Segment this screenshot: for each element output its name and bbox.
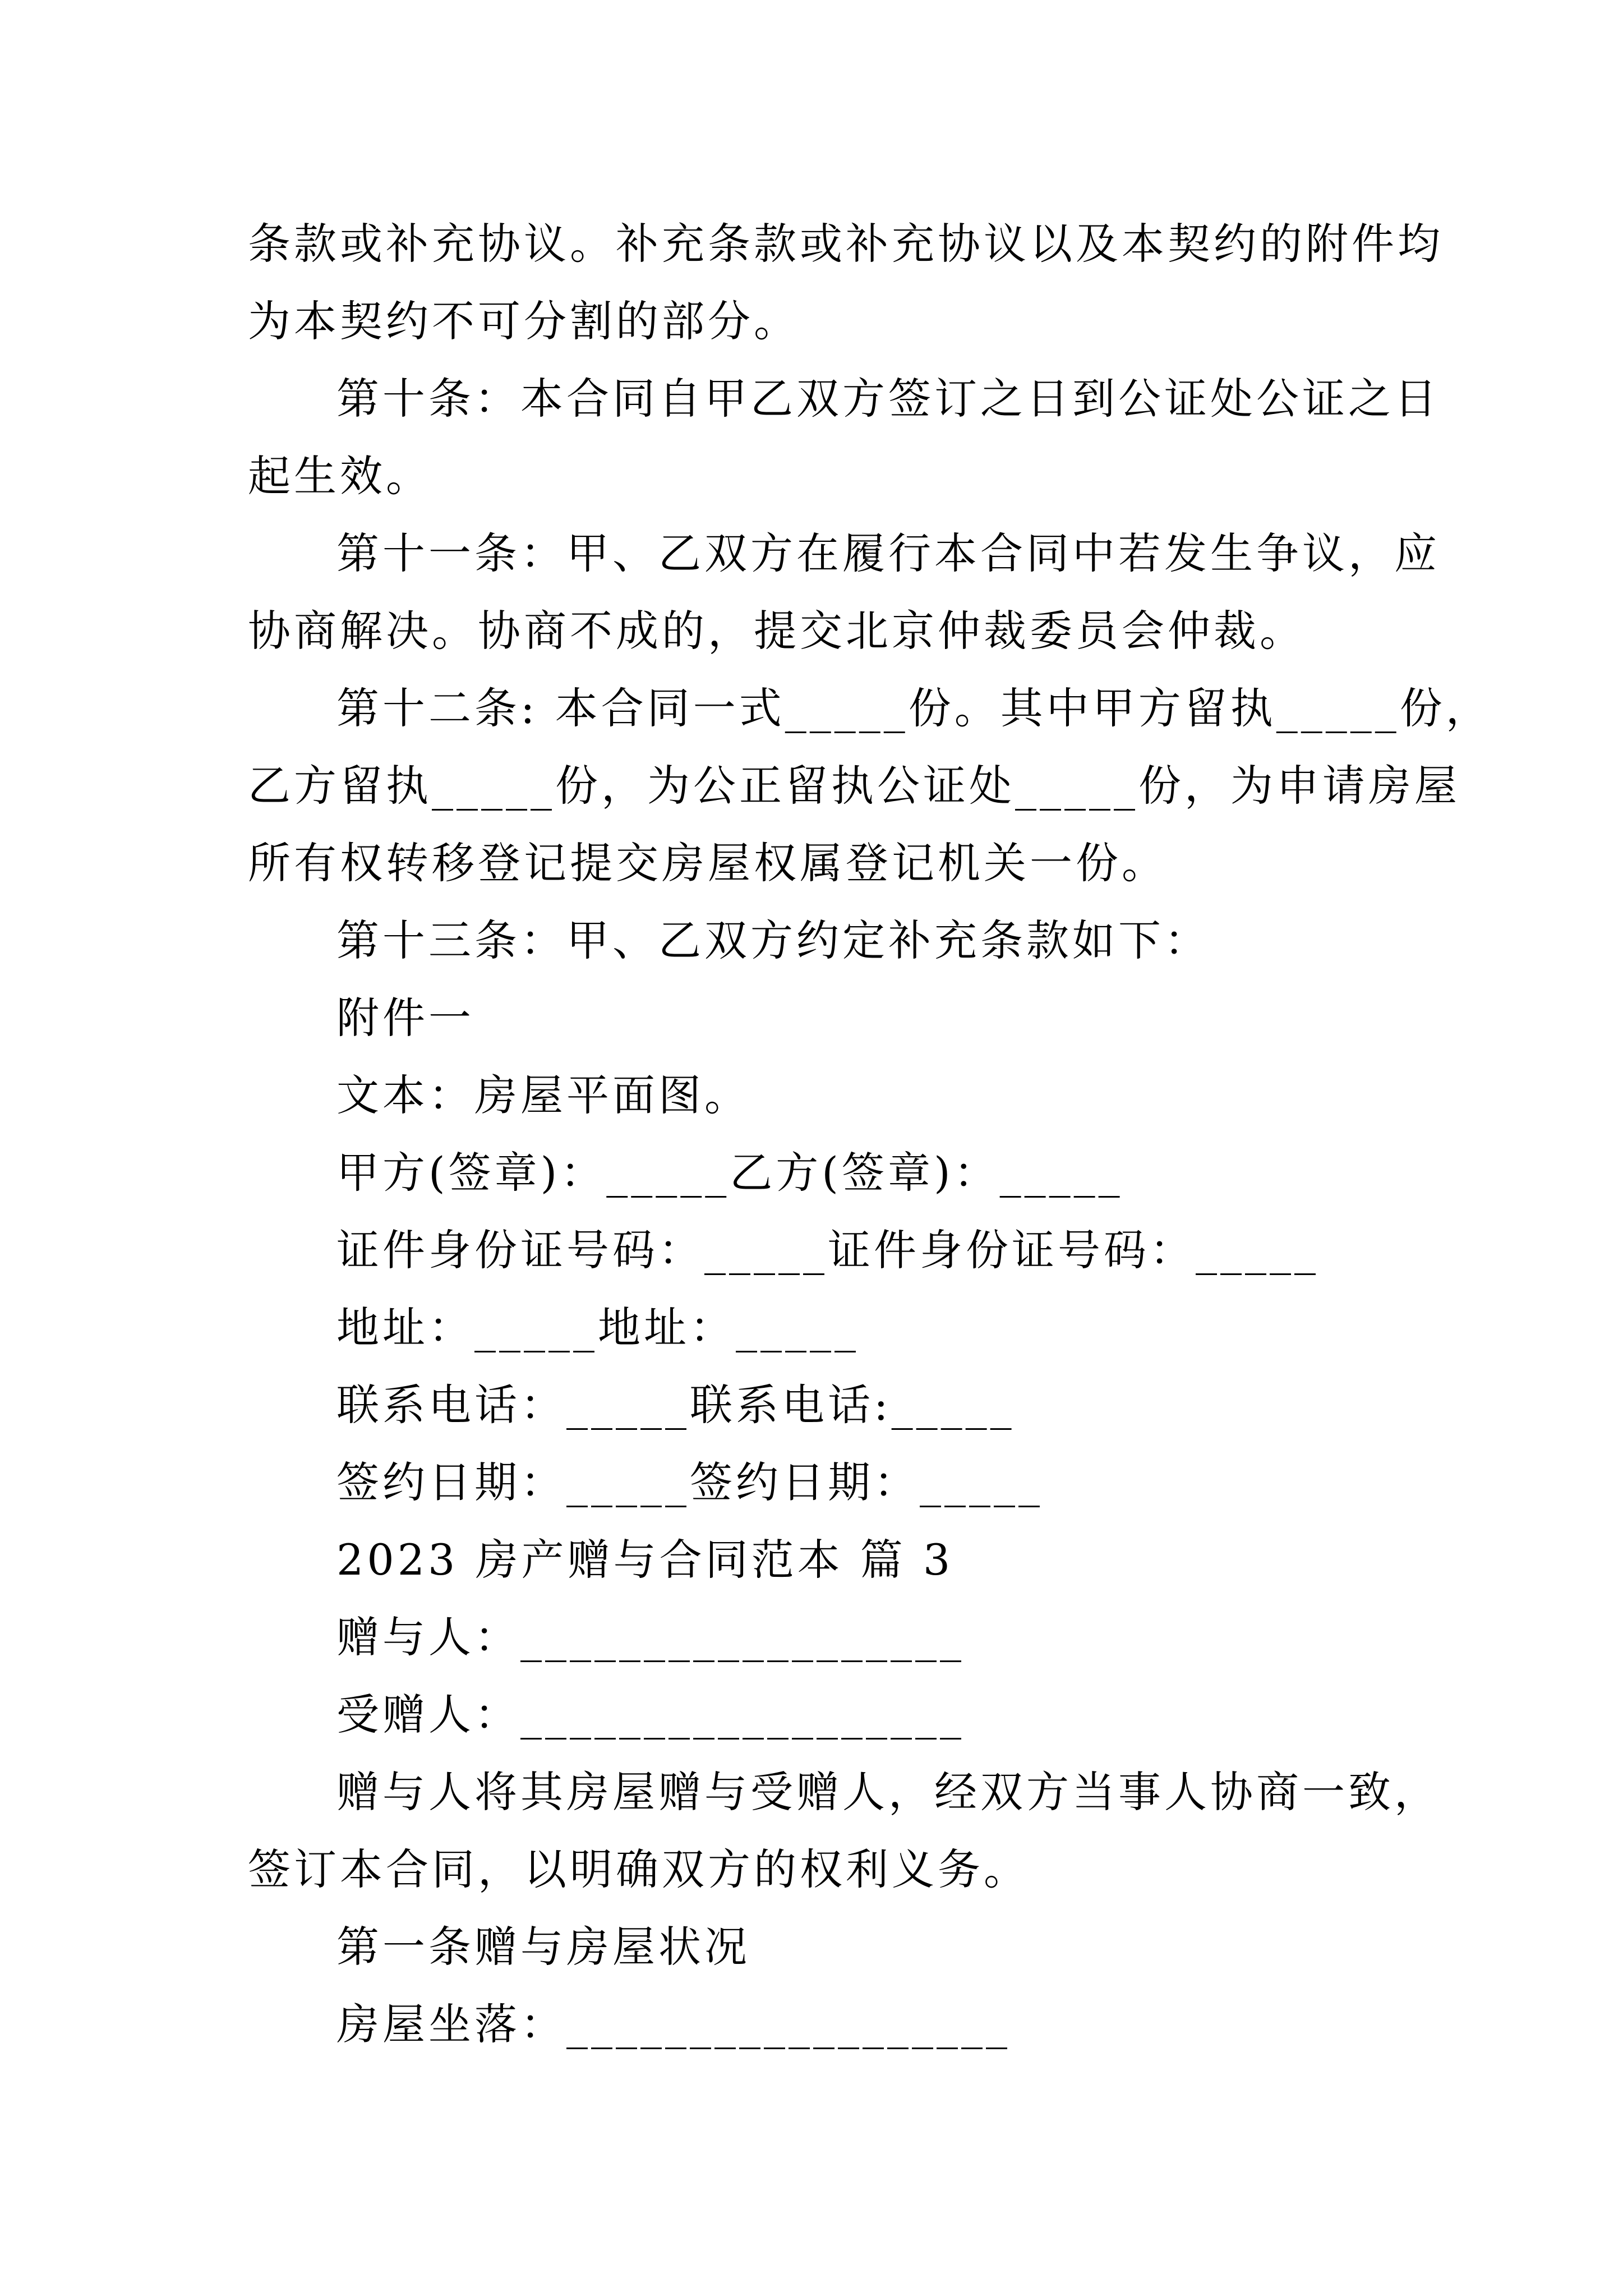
text-line: 文本：房屋平面图。 xyxy=(336,1070,750,1120)
text-line: 联系电话：_____联系电话:_____ xyxy=(336,1380,1015,1430)
text-line: 房屋坐落：__________________ xyxy=(336,1999,1011,2049)
text-line: 签约日期：_____签约日期：_____ xyxy=(336,1457,1043,1507)
text-line: 地址：_____地址：_____ xyxy=(336,1303,859,1352)
text-line: 受赠人：__________________ xyxy=(336,1690,965,1740)
text-line: 证件身份证号码：_____证件身份证号码：_____ xyxy=(336,1225,1319,1275)
text-line: 所有权转移登记提交房屋权属登记机关一份。 xyxy=(248,838,1168,888)
text-line: 第十二条: 本合同一式_____份。其中甲方留执_____份， xyxy=(336,683,1492,733)
text-line: 赠与人将其房屋赠与受赠人，经双方当事人协商一致， xyxy=(336,1767,1440,1817)
text-line: 第十条：本合同自甲乙双方签订之日到公证处公证之日 xyxy=(336,374,1440,424)
text-line: 起生效。 xyxy=(248,451,432,501)
section-heading: 2023 房产赠与合同范本 篇 3 xyxy=(336,1535,954,1585)
text-line: 赠与人：__________________ xyxy=(336,1612,965,1662)
text-line: 第十一条：甲、乙双方在履行本合同中若发生争议，应 xyxy=(336,528,1440,578)
text-line: 条款或补充协议。补充条款或补充协议以及本契约的附件均 xyxy=(248,219,1444,269)
text-line: 附件一 xyxy=(336,993,474,1043)
text-line: 第一条赠与房屋状况 xyxy=(336,1922,750,1972)
text-line: 乙方留执_____份，为公正留执公证处_____份，为申请房屋 xyxy=(248,761,1460,811)
text-line: 协商解决。协商不成的，提交北京仲裁委员会仲裁。 xyxy=(248,606,1306,656)
text-line: 签订本合同，以明确双方的权利义务。 xyxy=(248,1844,1030,1894)
text-line: 为本契约不可分割的部分。 xyxy=(248,296,800,346)
text-line: 甲方(签章)：_____乙方(签章)：_____ xyxy=(336,1148,1123,1198)
text-line: 第十三条：甲、乙双方约定补充条款如下： xyxy=(336,915,1210,965)
